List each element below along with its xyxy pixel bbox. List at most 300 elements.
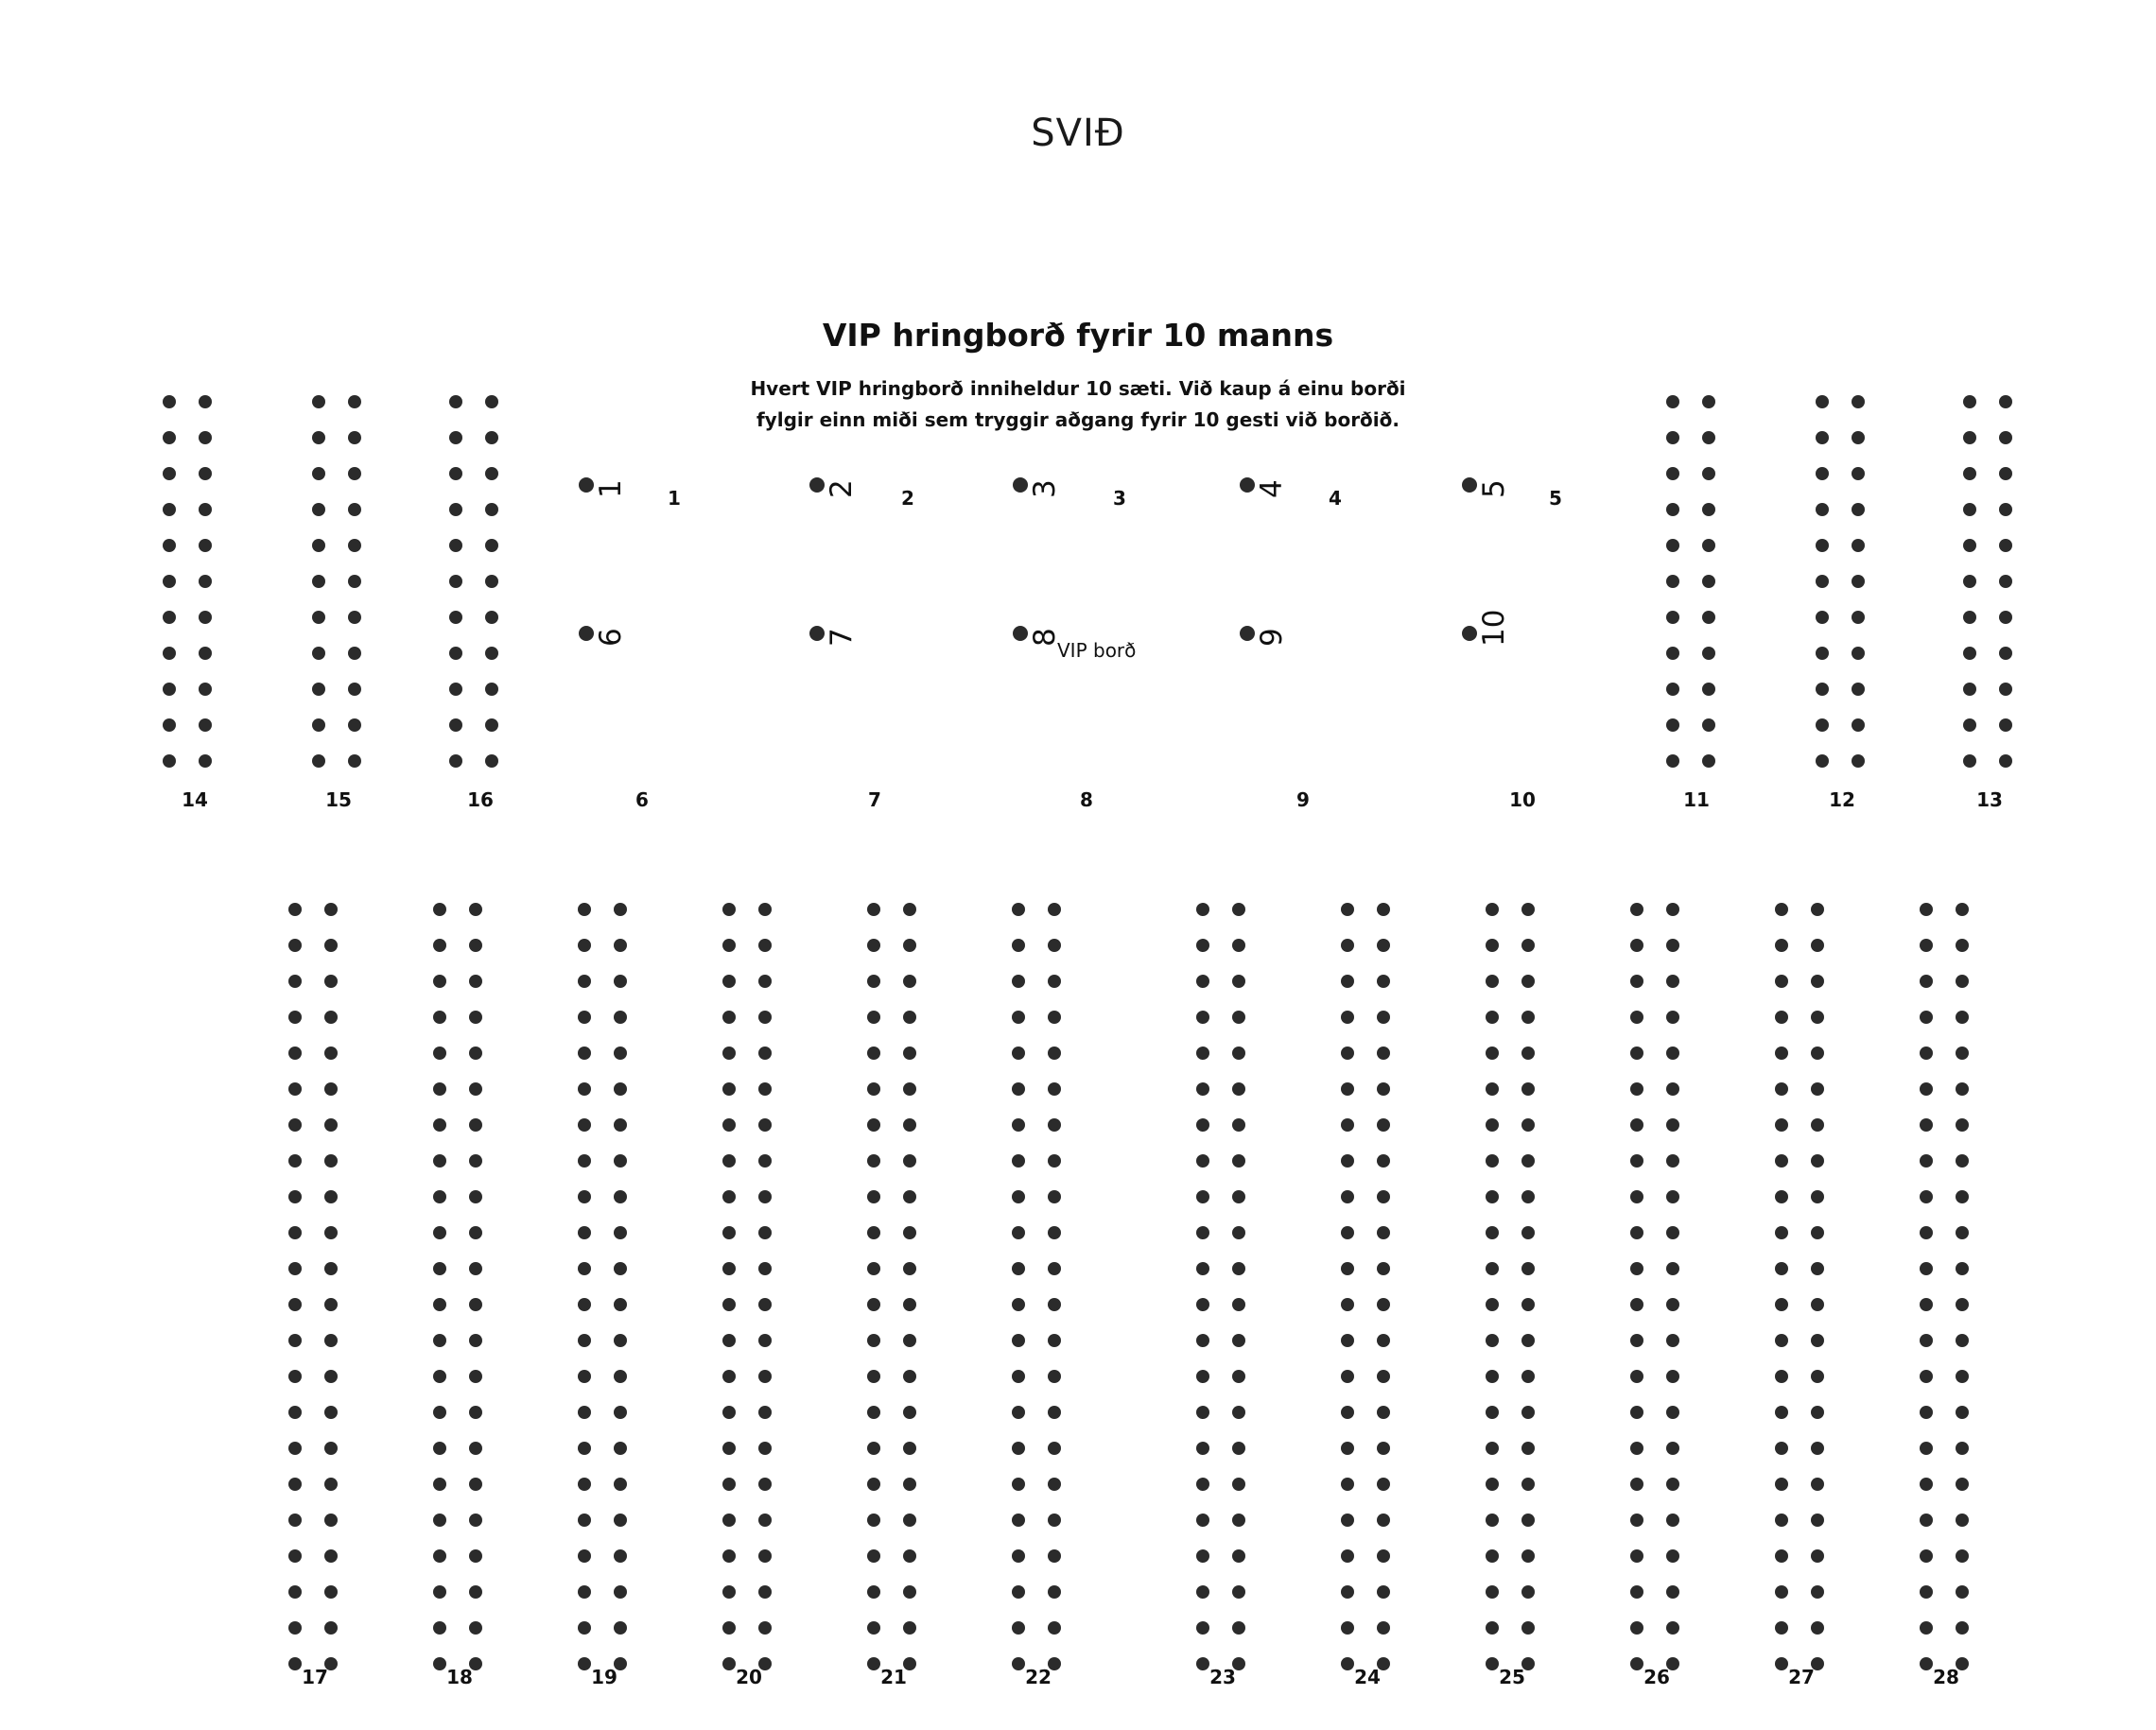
seat-dot[interactable] — [1486, 1082, 1499, 1096]
seat-dot[interactable] — [1486, 1334, 1499, 1347]
seat-dot[interactable] — [449, 575, 462, 588]
seat-dot[interactable] — [1196, 1082, 1209, 1096]
seat-dot[interactable] — [1702, 683, 1715, 696]
seat-dot[interactable] — [1666, 939, 1679, 952]
seat-dot[interactable] — [1377, 1334, 1390, 1347]
seat-dot[interactable] — [903, 1621, 916, 1635]
seat-dot[interactable] — [578, 975, 591, 988]
seat-dot[interactable] — [1999, 754, 2012, 768]
seat-dot[interactable] — [288, 1514, 302, 1527]
seat-dot[interactable] — [1232, 1406, 1245, 1419]
seat-dot[interactable] — [1956, 1406, 1969, 1419]
seat-dot[interactable] — [1811, 1370, 1824, 1383]
seat-dot[interactable] — [449, 611, 462, 624]
seat-dot[interactable] — [1630, 1585, 1643, 1599]
seat-dot[interactable] — [1702, 539, 1715, 552]
seat-dot[interactable] — [1232, 1514, 1245, 1527]
seat-dot[interactable] — [722, 1262, 736, 1275]
seat-dot[interactable] — [1666, 1118, 1679, 1132]
seat-dot[interactable] — [1816, 683, 1829, 696]
seat-dot[interactable] — [469, 1478, 482, 1491]
seat-dot[interactable] — [324, 1442, 338, 1455]
seat-dot[interactable] — [1999, 395, 2012, 408]
vip-table-dot[interactable] — [579, 477, 594, 493]
seat-dot[interactable] — [1630, 1262, 1643, 1275]
seat-dot[interactable] — [1666, 1549, 1679, 1563]
seat-dot[interactable] — [1666, 539, 1679, 552]
seat-dot[interactable] — [614, 1549, 627, 1563]
seat-dot[interactable] — [1341, 1011, 1354, 1024]
seat-dot[interactable] — [903, 1298, 916, 1311]
seat-dot[interactable] — [1816, 575, 1829, 588]
seat-dot[interactable] — [1232, 1154, 1245, 1168]
seat-dot[interactable] — [449, 718, 462, 732]
seat-dot[interactable] — [433, 1621, 446, 1635]
seat-dot[interactable] — [1963, 611, 1976, 624]
seat-dot[interactable] — [324, 1621, 338, 1635]
seat-dot[interactable] — [1775, 1334, 1788, 1347]
seat-dot[interactable] — [903, 1262, 916, 1275]
seat-dot[interactable] — [1196, 903, 1209, 916]
seat-dot[interactable] — [1196, 1442, 1209, 1455]
seat-dot[interactable] — [1341, 1442, 1354, 1455]
seat-dot[interactable] — [288, 939, 302, 952]
seat-dot[interactable] — [1341, 1478, 1354, 1491]
seat-dot[interactable] — [1811, 1298, 1824, 1311]
seat-dot[interactable] — [469, 1442, 482, 1455]
seat-dot[interactable] — [758, 1262, 772, 1275]
seat-dot[interactable] — [1956, 1370, 1969, 1383]
seat-dot[interactable] — [433, 1011, 446, 1024]
seat-dot[interactable] — [1852, 467, 1865, 480]
seat-dot[interactable] — [1341, 1154, 1354, 1168]
seat-dot[interactable] — [485, 575, 498, 588]
seat-dot[interactable] — [199, 431, 212, 444]
seat-dot[interactable] — [1702, 503, 1715, 516]
seat-dot[interactable] — [1012, 1334, 1025, 1347]
seat-dot[interactable] — [1852, 683, 1865, 696]
seat-dot[interactable] — [614, 1011, 627, 1024]
seat-dot[interactable] — [903, 1478, 916, 1491]
seat-dot[interactable] — [1956, 1549, 1969, 1563]
seat-dot[interactable] — [1486, 939, 1499, 952]
seat-dot[interactable] — [433, 1262, 446, 1275]
seat-dot[interactable] — [1775, 1585, 1788, 1599]
seat-dot[interactable] — [903, 939, 916, 952]
seat-dot[interactable] — [578, 1514, 591, 1527]
seat-dot[interactable] — [1666, 1585, 1679, 1599]
seat-dot[interactable] — [312, 754, 325, 768]
seat-dot[interactable] — [1666, 903, 1679, 916]
seat-dot[interactable] — [433, 1334, 446, 1347]
seat-dot[interactable] — [324, 1011, 338, 1024]
seat-dot[interactable] — [903, 1442, 916, 1455]
seat-dot[interactable] — [469, 1298, 482, 1311]
seat-dot[interactable] — [1048, 1621, 1061, 1635]
seat-dot[interactable] — [433, 1082, 446, 1096]
seat-dot[interactable] — [1630, 1621, 1643, 1635]
seat-dot[interactable] — [1956, 975, 1969, 988]
seat-dot[interactable] — [1521, 1549, 1535, 1563]
seat-dot[interactable] — [867, 1514, 880, 1527]
seat-dot[interactable] — [1630, 1478, 1643, 1491]
seat-dot[interactable] — [469, 1621, 482, 1635]
seat-dot[interactable] — [433, 1154, 446, 1168]
seat-dot[interactable] — [578, 1190, 591, 1203]
seat-dot[interactable] — [1486, 1442, 1499, 1455]
seat-dot[interactable] — [433, 939, 446, 952]
seat-dot[interactable] — [1920, 1190, 1933, 1203]
seat-dot[interactable] — [903, 1334, 916, 1347]
seat-dot[interactable] — [1341, 1190, 1354, 1203]
seat-dot[interactable] — [1775, 1298, 1788, 1311]
seat-dot[interactable] — [758, 1442, 772, 1455]
seat-dot[interactable] — [1521, 1298, 1535, 1311]
seat-dot[interactable] — [348, 611, 361, 624]
seat-dot[interactable] — [1486, 1585, 1499, 1599]
seat-dot[interactable] — [288, 1011, 302, 1024]
seat-dot[interactable] — [469, 1082, 482, 1096]
seat-dot[interactable] — [1048, 1514, 1061, 1527]
seat-dot[interactable] — [1521, 975, 1535, 988]
seat-dot[interactable] — [324, 939, 338, 952]
seat-dot[interactable] — [1999, 575, 2012, 588]
seat-dot[interactable] — [163, 754, 176, 768]
seat-dot[interactable] — [288, 1190, 302, 1203]
seat-dot[interactable] — [1048, 1011, 1061, 1024]
seat-dot[interactable] — [614, 1118, 627, 1132]
seat-dot[interactable] — [1963, 647, 1976, 660]
seat-dot[interactable] — [903, 903, 916, 916]
seat-dot[interactable] — [1666, 1442, 1679, 1455]
seat-dot[interactable] — [1630, 1298, 1643, 1311]
seat-dot[interactable] — [1486, 1478, 1499, 1491]
seat-dot[interactable] — [1920, 1154, 1933, 1168]
seat-dot[interactable] — [199, 395, 212, 408]
seat-dot[interactable] — [1811, 1226, 1824, 1239]
seat-dot[interactable] — [1012, 1011, 1025, 1024]
seat-dot[interactable] — [758, 1082, 772, 1096]
seat-dot[interactable] — [1920, 1585, 1933, 1599]
seat-dot[interactable] — [1775, 975, 1788, 988]
seat-dot[interactable] — [1232, 1047, 1245, 1060]
seat-dot[interactable] — [1377, 1585, 1390, 1599]
seat-dot[interactable] — [1341, 1334, 1354, 1347]
vip-table-dot[interactable] — [1013, 477, 1028, 493]
seat-dot[interactable] — [324, 903, 338, 916]
seat-dot[interactable] — [1775, 1549, 1788, 1563]
seat-dot[interactable] — [722, 939, 736, 952]
seat-dot[interactable] — [324, 1082, 338, 1096]
seat-dot[interactable] — [722, 1370, 736, 1383]
seat-dot[interactable] — [1486, 1190, 1499, 1203]
seat-dot[interactable] — [1920, 1549, 1933, 1563]
seat-dot[interactable] — [867, 1118, 880, 1132]
seat-dot[interactable] — [1377, 1549, 1390, 1563]
seat-dot[interactable] — [163, 503, 176, 516]
seat-dot[interactable] — [614, 1478, 627, 1491]
seat-dot[interactable] — [1377, 1082, 1390, 1096]
seat-dot[interactable] — [1920, 1082, 1933, 1096]
seat-dot[interactable] — [903, 975, 916, 988]
seat-dot[interactable] — [1630, 1190, 1643, 1203]
seat-dot[interactable] — [288, 1621, 302, 1635]
seat-dot[interactable] — [1521, 1514, 1535, 1527]
seat-dot[interactable] — [485, 718, 498, 732]
seat-dot[interactable] — [578, 1549, 591, 1563]
seat-dot[interactable] — [1666, 431, 1679, 444]
seat-dot[interactable] — [469, 939, 482, 952]
seat-dot[interactable] — [1196, 1585, 1209, 1599]
seat-dot[interactable] — [867, 1047, 880, 1060]
seat-dot[interactable] — [1048, 1334, 1061, 1347]
seat-dot[interactable] — [288, 1370, 302, 1383]
seat-dot[interactable] — [867, 1621, 880, 1635]
seat-dot[interactable] — [433, 1585, 446, 1599]
seat-dot[interactable] — [1196, 1154, 1209, 1168]
seat-dot[interactable] — [867, 1442, 880, 1455]
seat-dot[interactable] — [1012, 1585, 1025, 1599]
seat-dot[interactable] — [1012, 1514, 1025, 1527]
seat-dot[interactable] — [288, 1154, 302, 1168]
seat-dot[interactable] — [1341, 1226, 1354, 1239]
seat-dot[interactable] — [1012, 1190, 1025, 1203]
seat-dot[interactable] — [722, 1621, 736, 1635]
seat-dot[interactable] — [1852, 611, 1865, 624]
seat-dot[interactable] — [758, 1478, 772, 1491]
seat-dot[interactable] — [1521, 1334, 1535, 1347]
seat-dot[interactable] — [324, 1226, 338, 1239]
seat-dot[interactable] — [758, 1585, 772, 1599]
seat-dot[interactable] — [1775, 903, 1788, 916]
seat-dot[interactable] — [163, 718, 176, 732]
seat-dot[interactable] — [1775, 1478, 1788, 1491]
seat-dot[interactable] — [1521, 1047, 1535, 1060]
seat-dot[interactable] — [1666, 1370, 1679, 1383]
seat-dot[interactable] — [722, 1011, 736, 1024]
vip-table-dot[interactable] — [1013, 626, 1028, 641]
seat-dot[interactable] — [324, 1190, 338, 1203]
seat-dot[interactable] — [1775, 1154, 1788, 1168]
seat-dot[interactable] — [1048, 1226, 1061, 1239]
seat-dot[interactable] — [1232, 1621, 1245, 1635]
seat-dot[interactable] — [578, 1082, 591, 1096]
seat-dot[interactable] — [1956, 1478, 1969, 1491]
seat-dot[interactable] — [1702, 575, 1715, 588]
seat-dot[interactable] — [324, 1298, 338, 1311]
seat-dot[interactable] — [1920, 1226, 1933, 1239]
seat-dot[interactable] — [1048, 1154, 1061, 1168]
seat-dot[interactable] — [1852, 718, 1865, 732]
seat-dot[interactable] — [758, 1047, 772, 1060]
seat-dot[interactable] — [1377, 1442, 1390, 1455]
seat-dot[interactable] — [1232, 1082, 1245, 1096]
seat-dot[interactable] — [1852, 647, 1865, 660]
seat-dot[interactable] — [1956, 1442, 1969, 1455]
seat-dot[interactable] — [1486, 1621, 1499, 1635]
seat-dot[interactable] — [324, 1549, 338, 1563]
seat-dot[interactable] — [1196, 1334, 1209, 1347]
seat-dot[interactable] — [1377, 1011, 1390, 1024]
seat-dot[interactable] — [867, 1154, 880, 1168]
seat-dot[interactable] — [1630, 1406, 1643, 1419]
seat-dot[interactable] — [1521, 1370, 1535, 1383]
seat-dot[interactable] — [1341, 1621, 1354, 1635]
seat-dot[interactable] — [1666, 1190, 1679, 1203]
seat-dot[interactable] — [1341, 1082, 1354, 1096]
seat-dot[interactable] — [1920, 975, 1933, 988]
seat-dot[interactable] — [324, 975, 338, 988]
seat-dot[interactable] — [324, 1154, 338, 1168]
seat-dot[interactable] — [1048, 1370, 1061, 1383]
seat-dot[interactable] — [867, 1226, 880, 1239]
seat-dot[interactable] — [1920, 1262, 1933, 1275]
seat-dot[interactable] — [1702, 718, 1715, 732]
seat-dot[interactable] — [1486, 975, 1499, 988]
seat-dot[interactable] — [1196, 1226, 1209, 1239]
seat-dot[interactable] — [1048, 1298, 1061, 1311]
seat-dot[interactable] — [1196, 1190, 1209, 1203]
seat-dot[interactable] — [163, 395, 176, 408]
seat-dot[interactable] — [163, 647, 176, 660]
seat-dot[interactable] — [1012, 1549, 1025, 1563]
seat-dot[interactable] — [1666, 718, 1679, 732]
seat-dot[interactable] — [1811, 939, 1824, 952]
seat-dot[interactable] — [199, 683, 212, 696]
seat-dot[interactable] — [903, 1047, 916, 1060]
seat-dot[interactable] — [1486, 1370, 1499, 1383]
seat-dot[interactable] — [1012, 1442, 1025, 1455]
seat-dot[interactable] — [578, 1478, 591, 1491]
seat-dot[interactable] — [1341, 1406, 1354, 1419]
seat-dot[interactable] — [348, 754, 361, 768]
seat-dot[interactable] — [485, 503, 498, 516]
seat-dot[interactable] — [1630, 1442, 1643, 1455]
seat-dot[interactable] — [1852, 503, 1865, 516]
seat-dot[interactable] — [288, 975, 302, 988]
seat-dot[interactable] — [1232, 1585, 1245, 1599]
seat-dot[interactable] — [903, 1190, 916, 1203]
seat-dot[interactable] — [758, 1370, 772, 1383]
seat-dot[interactable] — [722, 1190, 736, 1203]
seat-dot[interactable] — [1775, 1047, 1788, 1060]
seat-dot[interactable] — [1232, 1262, 1245, 1275]
seat-dot[interactable] — [312, 575, 325, 588]
seat-dot[interactable] — [469, 1549, 482, 1563]
seat-dot[interactable] — [1341, 1370, 1354, 1383]
seat-dot[interactable] — [324, 1514, 338, 1527]
seat-dot[interactable] — [1920, 903, 1933, 916]
seat-dot[interactable] — [1666, 1262, 1679, 1275]
seat-dot[interactable] — [1775, 1370, 1788, 1383]
seat-dot[interactable] — [758, 939, 772, 952]
seat-dot[interactable] — [1775, 1011, 1788, 1024]
seat-dot[interactable] — [614, 1226, 627, 1239]
seat-dot[interactable] — [449, 539, 462, 552]
seat-dot[interactable] — [433, 1442, 446, 1455]
seat-dot[interactable] — [324, 1262, 338, 1275]
seat-dot[interactable] — [1630, 1370, 1643, 1383]
seat-dot[interactable] — [614, 1585, 627, 1599]
seat-dot[interactable] — [1521, 1118, 1535, 1132]
seat-dot[interactable] — [469, 1262, 482, 1275]
seat-dot[interactable] — [1702, 395, 1715, 408]
vip-table-dot[interactable] — [579, 626, 594, 641]
seat-dot[interactable] — [1816, 503, 1829, 516]
seat-dot[interactable] — [469, 1370, 482, 1383]
seat-dot[interactable] — [1377, 903, 1390, 916]
vip-table-dot[interactable] — [1240, 626, 1255, 641]
seat-dot[interactable] — [469, 1011, 482, 1024]
seat-dot[interactable] — [903, 1370, 916, 1383]
seat-dot[interactable] — [1956, 1514, 1969, 1527]
seat-dot[interactable] — [1999, 431, 2012, 444]
seat-dot[interactable] — [614, 1370, 627, 1383]
seat-dot[interactable] — [903, 1514, 916, 1527]
seat-dot[interactable] — [614, 1047, 627, 1060]
seat-dot[interactable] — [1012, 1082, 1025, 1096]
seat-dot[interactable] — [1666, 611, 1679, 624]
seat-dot[interactable] — [1196, 1549, 1209, 1563]
seat-dot[interactable] — [1816, 431, 1829, 444]
seat-dot[interactable] — [722, 1514, 736, 1527]
seat-dot[interactable] — [1486, 1298, 1499, 1311]
seat-dot[interactable] — [1486, 1514, 1499, 1527]
seat-dot[interactable] — [1811, 1442, 1824, 1455]
seat-dot[interactable] — [1811, 1047, 1824, 1060]
seat-dot[interactable] — [324, 1478, 338, 1491]
seat-dot[interactable] — [1816, 647, 1829, 660]
seat-dot[interactable] — [1377, 1406, 1390, 1419]
seat-dot[interactable] — [1196, 1011, 1209, 1024]
seat-dot[interactable] — [1341, 1047, 1354, 1060]
seat-dot[interactable] — [578, 1442, 591, 1455]
seat-dot[interactable] — [1811, 1334, 1824, 1347]
seat-dot[interactable] — [1956, 1118, 1969, 1132]
seat-dot[interactable] — [1702, 467, 1715, 480]
seat-dot[interactable] — [1012, 1298, 1025, 1311]
seat-dot[interactable] — [163, 431, 176, 444]
seat-dot[interactable] — [758, 1154, 772, 1168]
seat-dot[interactable] — [1196, 1298, 1209, 1311]
seat-dot[interactable] — [722, 1118, 736, 1132]
seat-dot[interactable] — [614, 1082, 627, 1096]
seat-dot[interactable] — [485, 395, 498, 408]
seat-dot[interactable] — [433, 1190, 446, 1203]
seat-dot[interactable] — [1012, 1478, 1025, 1491]
seat-dot[interactable] — [578, 1585, 591, 1599]
seat-dot[interactable] — [1377, 1370, 1390, 1383]
seat-dot[interactable] — [1048, 1190, 1061, 1203]
vip-table-dot[interactable] — [1240, 477, 1255, 493]
seat-dot[interactable] — [1666, 1226, 1679, 1239]
seat-dot[interactable] — [578, 1262, 591, 1275]
seat-dot[interactable] — [578, 1047, 591, 1060]
seat-dot[interactable] — [288, 903, 302, 916]
vip-table-dot[interactable] — [1462, 477, 1477, 493]
seat-dot[interactable] — [1666, 575, 1679, 588]
seat-dot[interactable] — [867, 1262, 880, 1275]
seat-dot[interactable] — [722, 1585, 736, 1599]
seat-dot[interactable] — [1232, 939, 1245, 952]
seat-dot[interactable] — [1048, 1262, 1061, 1275]
seat-dot[interactable] — [1377, 1514, 1390, 1527]
seat-dot[interactable] — [1521, 1585, 1535, 1599]
seat-dot[interactable] — [433, 1549, 446, 1563]
seat-dot[interactable] — [288, 1298, 302, 1311]
seat-dot[interactable] — [1377, 1262, 1390, 1275]
seat-dot[interactable] — [1486, 1406, 1499, 1419]
